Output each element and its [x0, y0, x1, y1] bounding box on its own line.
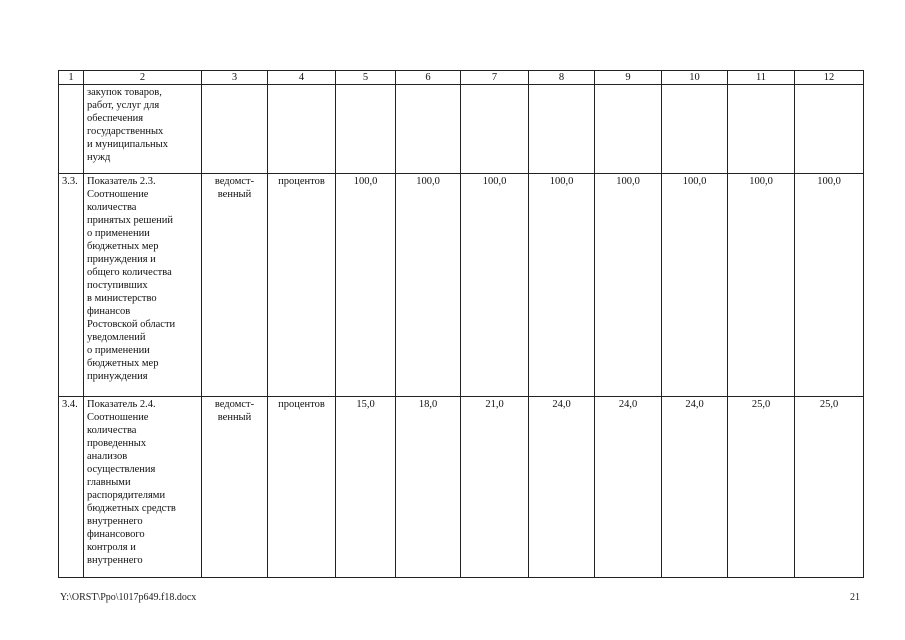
- column-header: 3: [202, 71, 268, 85]
- value-cell: 15,0: [336, 397, 396, 578]
- value-cell: 100,0: [728, 174, 795, 397]
- value-cell: 21,0: [461, 397, 529, 578]
- value-cell: 100,0: [529, 174, 595, 397]
- column-header: 10: [662, 71, 728, 85]
- row-number: 3.4.: [59, 397, 84, 578]
- indicator-table: [58, 70, 864, 578]
- column-header: 1: [59, 71, 84, 85]
- column-header: 12: [795, 71, 864, 85]
- value-cell: [396, 85, 461, 174]
- value-cell: 100,0: [396, 174, 461, 397]
- column-header: 11: [728, 71, 795, 85]
- table-row: [59, 174, 864, 397]
- footer-file-path: Y:\ORST\Ppo\1017p649.f18.docx: [60, 592, 197, 603]
- value-cell: 100,0: [595, 174, 662, 397]
- value-cell: [461, 85, 529, 174]
- row-number: [59, 85, 84, 174]
- row-number: 3.3.: [59, 174, 84, 397]
- value-cell: 100,0: [795, 174, 864, 397]
- column-header: 8: [529, 71, 595, 85]
- indicator-type: ведомст- венный: [202, 174, 268, 397]
- page-number: 21: [850, 592, 860, 603]
- indicator-name: Показатель 2.4. Соотношение количества проведенных анализов осуществления главными распорядителями бюджетных средств внутреннего финансового контроля и внутреннего: [84, 397, 202, 578]
- value-cell: [795, 85, 864, 174]
- value-cell: 24,0: [595, 397, 662, 578]
- column-header: 4: [268, 71, 336, 85]
- unit: [268, 85, 336, 174]
- column-header: 5: [336, 71, 396, 85]
- value-cell: 18,0: [396, 397, 461, 578]
- table-row: [59, 85, 864, 174]
- value-cell: [662, 85, 728, 174]
- column-header: 6: [396, 71, 461, 85]
- unit: процентов: [268, 174, 336, 397]
- table-header-row: [59, 71, 864, 85]
- column-header: 9: [595, 71, 662, 85]
- value-cell: 100,0: [662, 174, 728, 397]
- value-cell: [529, 85, 595, 174]
- value-cell: [336, 85, 396, 174]
- table-row: [59, 397, 864, 578]
- indicator-name: закупок товаров, работ, услуг для обеспечения государственных и муниципальных нужд: [84, 85, 202, 174]
- column-header: 7: [461, 71, 529, 85]
- value-cell: [595, 85, 662, 174]
- indicator-type: [202, 85, 268, 174]
- value-cell: 100,0: [461, 174, 529, 397]
- column-header: 2: [84, 71, 202, 85]
- indicator-type: ведомст- венный: [202, 397, 268, 578]
- value-cell: 100,0: [336, 174, 396, 397]
- value-cell: [728, 85, 795, 174]
- value-cell: 24,0: [662, 397, 728, 578]
- indicator-name: Показатель 2.3. Соотношение количества принятых решений о применении бюджетных мер принуждения и общего количества поступивших в министерство финансов Ростовской области уведомлений о применении бюджетных мер принуждения: [84, 174, 202, 397]
- value-cell: 24,0: [529, 397, 595, 578]
- value-cell: 25,0: [728, 397, 795, 578]
- value-cell: 25,0: [795, 397, 864, 578]
- unit: процентов: [268, 397, 336, 578]
